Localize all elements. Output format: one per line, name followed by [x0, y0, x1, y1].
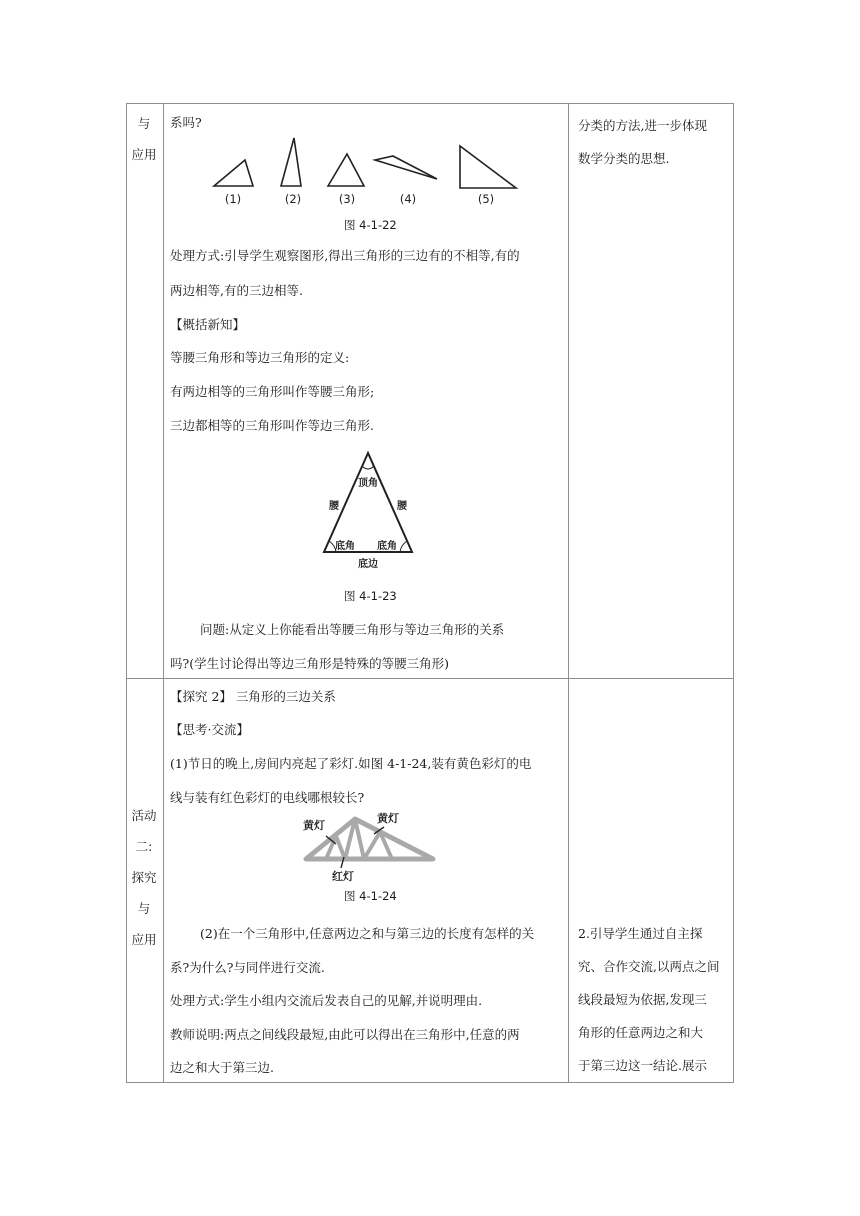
figure-22-label: (2) [284, 192, 302, 206]
question1-line: 线与装有红色彩灯的电线哪根较长? [170, 790, 365, 805]
question-line: 吗?(学生讨论得出等边三角形是特殊的等腰三角形) [170, 656, 449, 671]
topic-heading: 【探究 2】 三角形的三边关系 [170, 689, 336, 704]
figure-24-caption: 图 4-1-24 [344, 889, 397, 903]
figure-22-caption: 图 4-1-22 [344, 218, 397, 232]
figure-4-1-24 [286, 808, 436, 883]
definition-isosceles: 有两边相等的三角形叫作等腰三角形; [170, 384, 375, 399]
row1-label-line: 与 [137, 116, 151, 131]
apex-angle-label: 顶角 [358, 478, 378, 489]
note-line: 究、合作交流,以两点之间 [578, 959, 720, 974]
question1-line: (1)节日的晚上,房间内亮起了彩灯.如图 4-1-24,装有黄色彩灯的电 [170, 756, 532, 771]
row1-label [126, 108, 162, 170]
figure-4-1-23 [316, 448, 426, 573]
note-line: 2.引导学生通过自主探 [578, 926, 703, 941]
definition-title: 等腰三角形和等边三角形的定义: [170, 350, 350, 365]
table-border-bottom [126, 1082, 734, 1083]
triangle-4 [375, 156, 437, 179]
base-angle-label-right: 底角 [377, 541, 397, 552]
note-line: 分类的方法,进一步体现 [578, 118, 707, 133]
row2-label-line: 应用 [131, 932, 157, 947]
triangle-3 [328, 154, 364, 186]
base-label: 底边 [358, 559, 378, 570]
teacher-note-line: 边之和大于第三边. [170, 1060, 274, 1075]
question2-line: 系?为什么?与同伴进行交流. [170, 960, 325, 975]
table-divider-label [163, 103, 164, 1083]
truss-zigzag [326, 819, 392, 859]
yellow-light-label-right: 黄灯 [377, 812, 399, 825]
lesson-table [126, 103, 734, 1083]
definition-equilateral: 三边都相等的三角形叫作等边三角形. [170, 418, 374, 433]
row2-note [578, 917, 730, 1082]
teacher-note-line: 教师说明:两点之间线段最短,由此可以得出在三角形中,任意的两 [170, 1027, 520, 1042]
figure-4-1-22 [208, 133, 528, 213]
triangle-2 [281, 138, 301, 186]
question2-line: (2)在一个三角形中,任意两边之和与第三边的长度有怎样的关 [200, 926, 535, 941]
table-divider-note [568, 103, 569, 1083]
figure-22-label: (5) [477, 192, 495, 206]
row1-intro: 系吗? [170, 115, 202, 130]
row2-label-line: 探究 [131, 870, 157, 885]
base-angle-arc-right [400, 541, 407, 552]
apex-angle-arc [362, 466, 374, 469]
note-line: 角形的任意两边之和大 [578, 1025, 704, 1040]
row2-label-line: 二: [135, 839, 153, 854]
section-heading: 【思考·交流】 [170, 722, 249, 737]
leg-label-right: 腰 [397, 501, 407, 512]
leg-label-left: 腰 [329, 501, 339, 512]
note-line: 数学分类的思想. [578, 151, 670, 166]
row1-method-line: 两边相等,有的三边相等. [170, 283, 303, 298]
row2-label-line: 活动 [131, 808, 157, 823]
table-border-right [733, 103, 734, 1083]
triangle-5 [460, 146, 516, 188]
row1-note [578, 109, 730, 175]
table-border-top [126, 103, 734, 104]
row1-label-line: 应用 [131, 147, 157, 162]
figure-22-label: (3) [338, 192, 356, 206]
figure-23-caption: 图 4-1-23 [344, 589, 397, 603]
section-heading: 【概括新知】 [170, 317, 246, 332]
note-line: 于第三边这一结论.展示 [578, 1058, 707, 1073]
figure-22-label: (1) [224, 192, 242, 206]
base-angle-label-left: 底角 [335, 541, 355, 552]
row1-method-line: 处理方式:引导学生观察图形,得出三角形的三边有的不相等,有的 [170, 248, 520, 263]
triangle-1 [214, 160, 253, 186]
row2-method: 处理方式:学生小组内交流后发表自己的见解,并说明理由. [170, 993, 483, 1008]
row-divider [126, 678, 734, 679]
figure-22-label: (4) [399, 192, 417, 206]
red-light-label: 红灯 [332, 870, 354, 883]
question-line: 问题:从定义上你能看出等腰三角形与等边三角形的关系 [200, 622, 505, 637]
row2-label-line: 与 [137, 901, 151, 916]
row2-label [126, 800, 162, 955]
note-line: 线段最短为依据,发现三 [578, 992, 707, 1007]
yellow-light-label-left: 黄灯 [303, 819, 325, 832]
